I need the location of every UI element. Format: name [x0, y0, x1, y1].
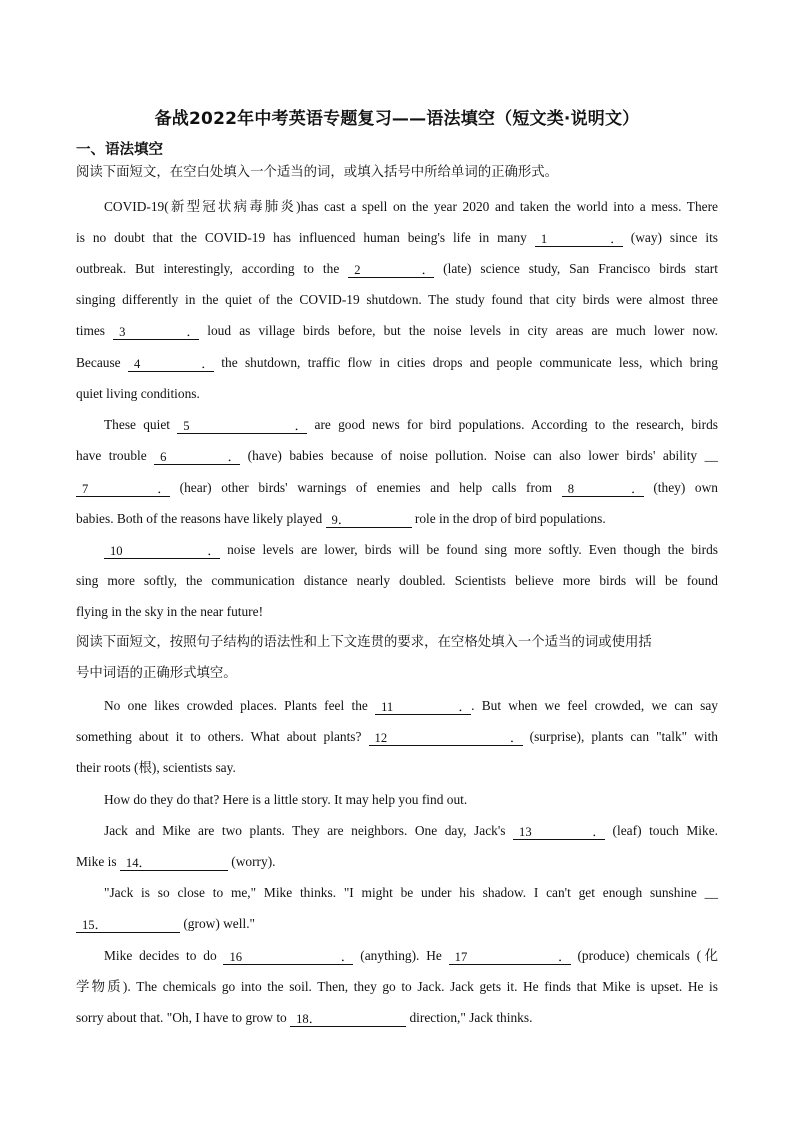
text-run: their roots (根), scientists say. [76, 760, 236, 775]
text-run: (worry). [227, 854, 276, 869]
text-run: (anything). He [353, 948, 449, 963]
document-title: 备战2022年中考英语专题复习——语法填空（短文类·说明文） [154, 109, 640, 129]
answer-blank-6[interactable] [154, 449, 240, 465]
text-run: sorry about that. "Oh, I have to grow to [76, 1010, 291, 1025]
text-run: How do they do that? Here is a little story. It may help you find out. [104, 792, 468, 807]
answer-blank-16[interactable] [223, 949, 353, 965]
text-run: loud as village birds before, but the noise levels in city areas are much lower now. [199, 323, 719, 338]
blank-number: 11． [381, 700, 472, 714]
text-run: (late) science study, San Francisco birds start [434, 261, 718, 276]
passage2-instruction-line-2: 号中词语的正确形式填空。 [76, 666, 237, 681]
text-run: These quiet [104, 417, 178, 432]
blank-number: 7． [82, 482, 170, 496]
text-run: Jack and Mike are two plants. They are neighbors. One day, Jack's [104, 823, 514, 838]
text-run: (have) babies because of noise pollution. Noise can also lower birds' ability __ [240, 448, 718, 463]
p2-line-6 [76, 853, 718, 871]
p2-line-10 [76, 978, 718, 996]
answer-blank-14[interactable] [120, 855, 228, 871]
text-run: direction," Jack thinks. [406, 1010, 533, 1025]
text-run: have trouble [76, 448, 155, 463]
p2-line-11 [76, 1009, 718, 1027]
answer-blank-15[interactable] [76, 917, 180, 933]
text-run: Mike is [76, 854, 120, 869]
blank-number: 12． [374, 731, 523, 745]
text-run: Mike decides to do [104, 948, 224, 963]
text-run: (surprise), plants can "talk" with [522, 729, 718, 744]
answer-blank-2[interactable] [348, 262, 434, 278]
passage2-instruction-line-1: 阅读下面短文，按照句子结构的语法性和上下文连贯的要求，在空格处填入一个适当的词或使用括 [76, 635, 652, 650]
p1-line-8 [104, 416, 718, 434]
text-run: role in the drop of bird populations. [411, 511, 606, 526]
p2-line-7 [104, 884, 718, 902]
answer-blank-3[interactable] [113, 324, 199, 340]
text-run: . But when we feel crowded, we can say [471, 698, 718, 713]
p1-line-11 [76, 510, 718, 528]
answer-blank-13[interactable] [513, 824, 605, 840]
p1-line-12 [104, 541, 718, 559]
blank-number: 9． [331, 513, 351, 527]
p1-line-2 [76, 229, 718, 247]
text-run: (hear) other birds' warnings of enemies and help calls from [170, 480, 562, 495]
p1-line-14 [76, 603, 718, 621]
answer-blank-8[interactable] [562, 481, 644, 497]
text-run: singing differently in the quiet of the COVID-19 shutdown. The study found that city birds were almost three [76, 292, 718, 307]
blank-number: 13． [519, 825, 606, 839]
text-run: something about it to others. What about plants? [76, 729, 369, 744]
blank-number: 14． [125, 856, 152, 870]
text-run: (produce) chemicals (化 [570, 948, 718, 963]
text-run: Because [76, 355, 128, 370]
blank-number: 6． [160, 450, 241, 464]
blank-number: 18． [296, 1012, 322, 1026]
text-run: quiet living conditions. [76, 386, 200, 401]
answer-blank-10[interactable] [104, 543, 220, 559]
text-run: 学物质). The chemicals go into the soil. Then, they go to Jack. Jack gets it. He finds that Mike is upset. He is [76, 979, 718, 994]
p2-line-8 [76, 915, 718, 933]
p1-line-7 [76, 385, 718, 403]
text-run: COVID-19(新型冠状病毒肺炎)has cast a spell on the year 2020 and taken the world into a mess. There [104, 199, 719, 214]
answer-blank-9[interactable] [326, 512, 412, 528]
p2-line-9 [104, 947, 718, 965]
p1-line-3 [76, 260, 718, 278]
p1-line-9 [76, 447, 718, 465]
p1-line-6 [76, 354, 718, 372]
text-run: flying in the sky in the near future! [76, 604, 264, 619]
text-run: "Jack is so close to me," Mike thinks. "I might be under his shadow. I can't get enough sunshine __ [104, 885, 718, 900]
p2-line-2 [76, 728, 718, 746]
answer-blank-7[interactable] [76, 481, 170, 497]
text-run: (grow) well." [180, 916, 256, 931]
text-run: outbreak. But interestingly, according to the [76, 261, 349, 276]
p2-line-1 [104, 697, 718, 715]
blank-number: 5． [183, 419, 308, 433]
text-run: babies. Both of the reasons have likely played [76, 511, 326, 526]
p1-line-1 [104, 198, 718, 216]
p1-line-4 [76, 291, 718, 309]
blank-number: 1． [540, 232, 623, 246]
blank-number: 16． [229, 950, 354, 964]
p1-line-13 [76, 572, 718, 590]
text-run: (leaf) touch Mike. [605, 823, 718, 838]
p2-line-5 [104, 822, 718, 840]
answer-blank-1[interactable] [535, 231, 623, 247]
p2-line-4 [104, 791, 718, 809]
answer-blank-4[interactable] [128, 356, 214, 372]
p1-line-10 [76, 479, 718, 497]
blank-number: 4． [133, 357, 214, 371]
p1-line-5 [76, 322, 718, 340]
text-run: noise levels are lower, birds will be found sing more softly. Even though the birds [220, 542, 718, 557]
text-run: (they) own [643, 480, 718, 495]
p2-line-3 [76, 759, 718, 777]
answer-blank-17[interactable] [449, 949, 571, 965]
blank-number: 8． [567, 482, 644, 496]
passage1-instruction: 阅读下面短文，在空白处填入一个适当的词，或填入括号中所给单词的正确形式。 [76, 165, 559, 180]
blank-number: 15． [82, 918, 108, 932]
answer-blank-11[interactable] [375, 699, 471, 715]
text-run: times [76, 323, 114, 338]
text-run: are good news for bird populations. According to the research, birds [307, 417, 718, 432]
answer-blank-18[interactable] [290, 1011, 406, 1027]
text-run: (way) since its [622, 230, 718, 245]
blank-number: 17． [454, 950, 571, 964]
text-run: is no doubt that the COVID-19 has influenced human being's life in many [76, 230, 535, 245]
blank-number: 2． [354, 263, 435, 277]
answer-blank-12[interactable] [369, 730, 523, 746]
text-run: sing more softly, the communication distance nearly doubled. Scientists believe more birds will be found [76, 573, 718, 588]
text-run: No one likes crowded places. Plants feel the [104, 698, 376, 713]
section-heading: 一、语法填空 [76, 142, 163, 158]
blank-number: 10． [110, 544, 220, 558]
blank-number: 3． [119, 325, 200, 339]
text-run: the shutdown, traffic flow in cities drops and people communicate less, which bring [213, 355, 719, 370]
answer-blank-5[interactable] [177, 418, 307, 434]
